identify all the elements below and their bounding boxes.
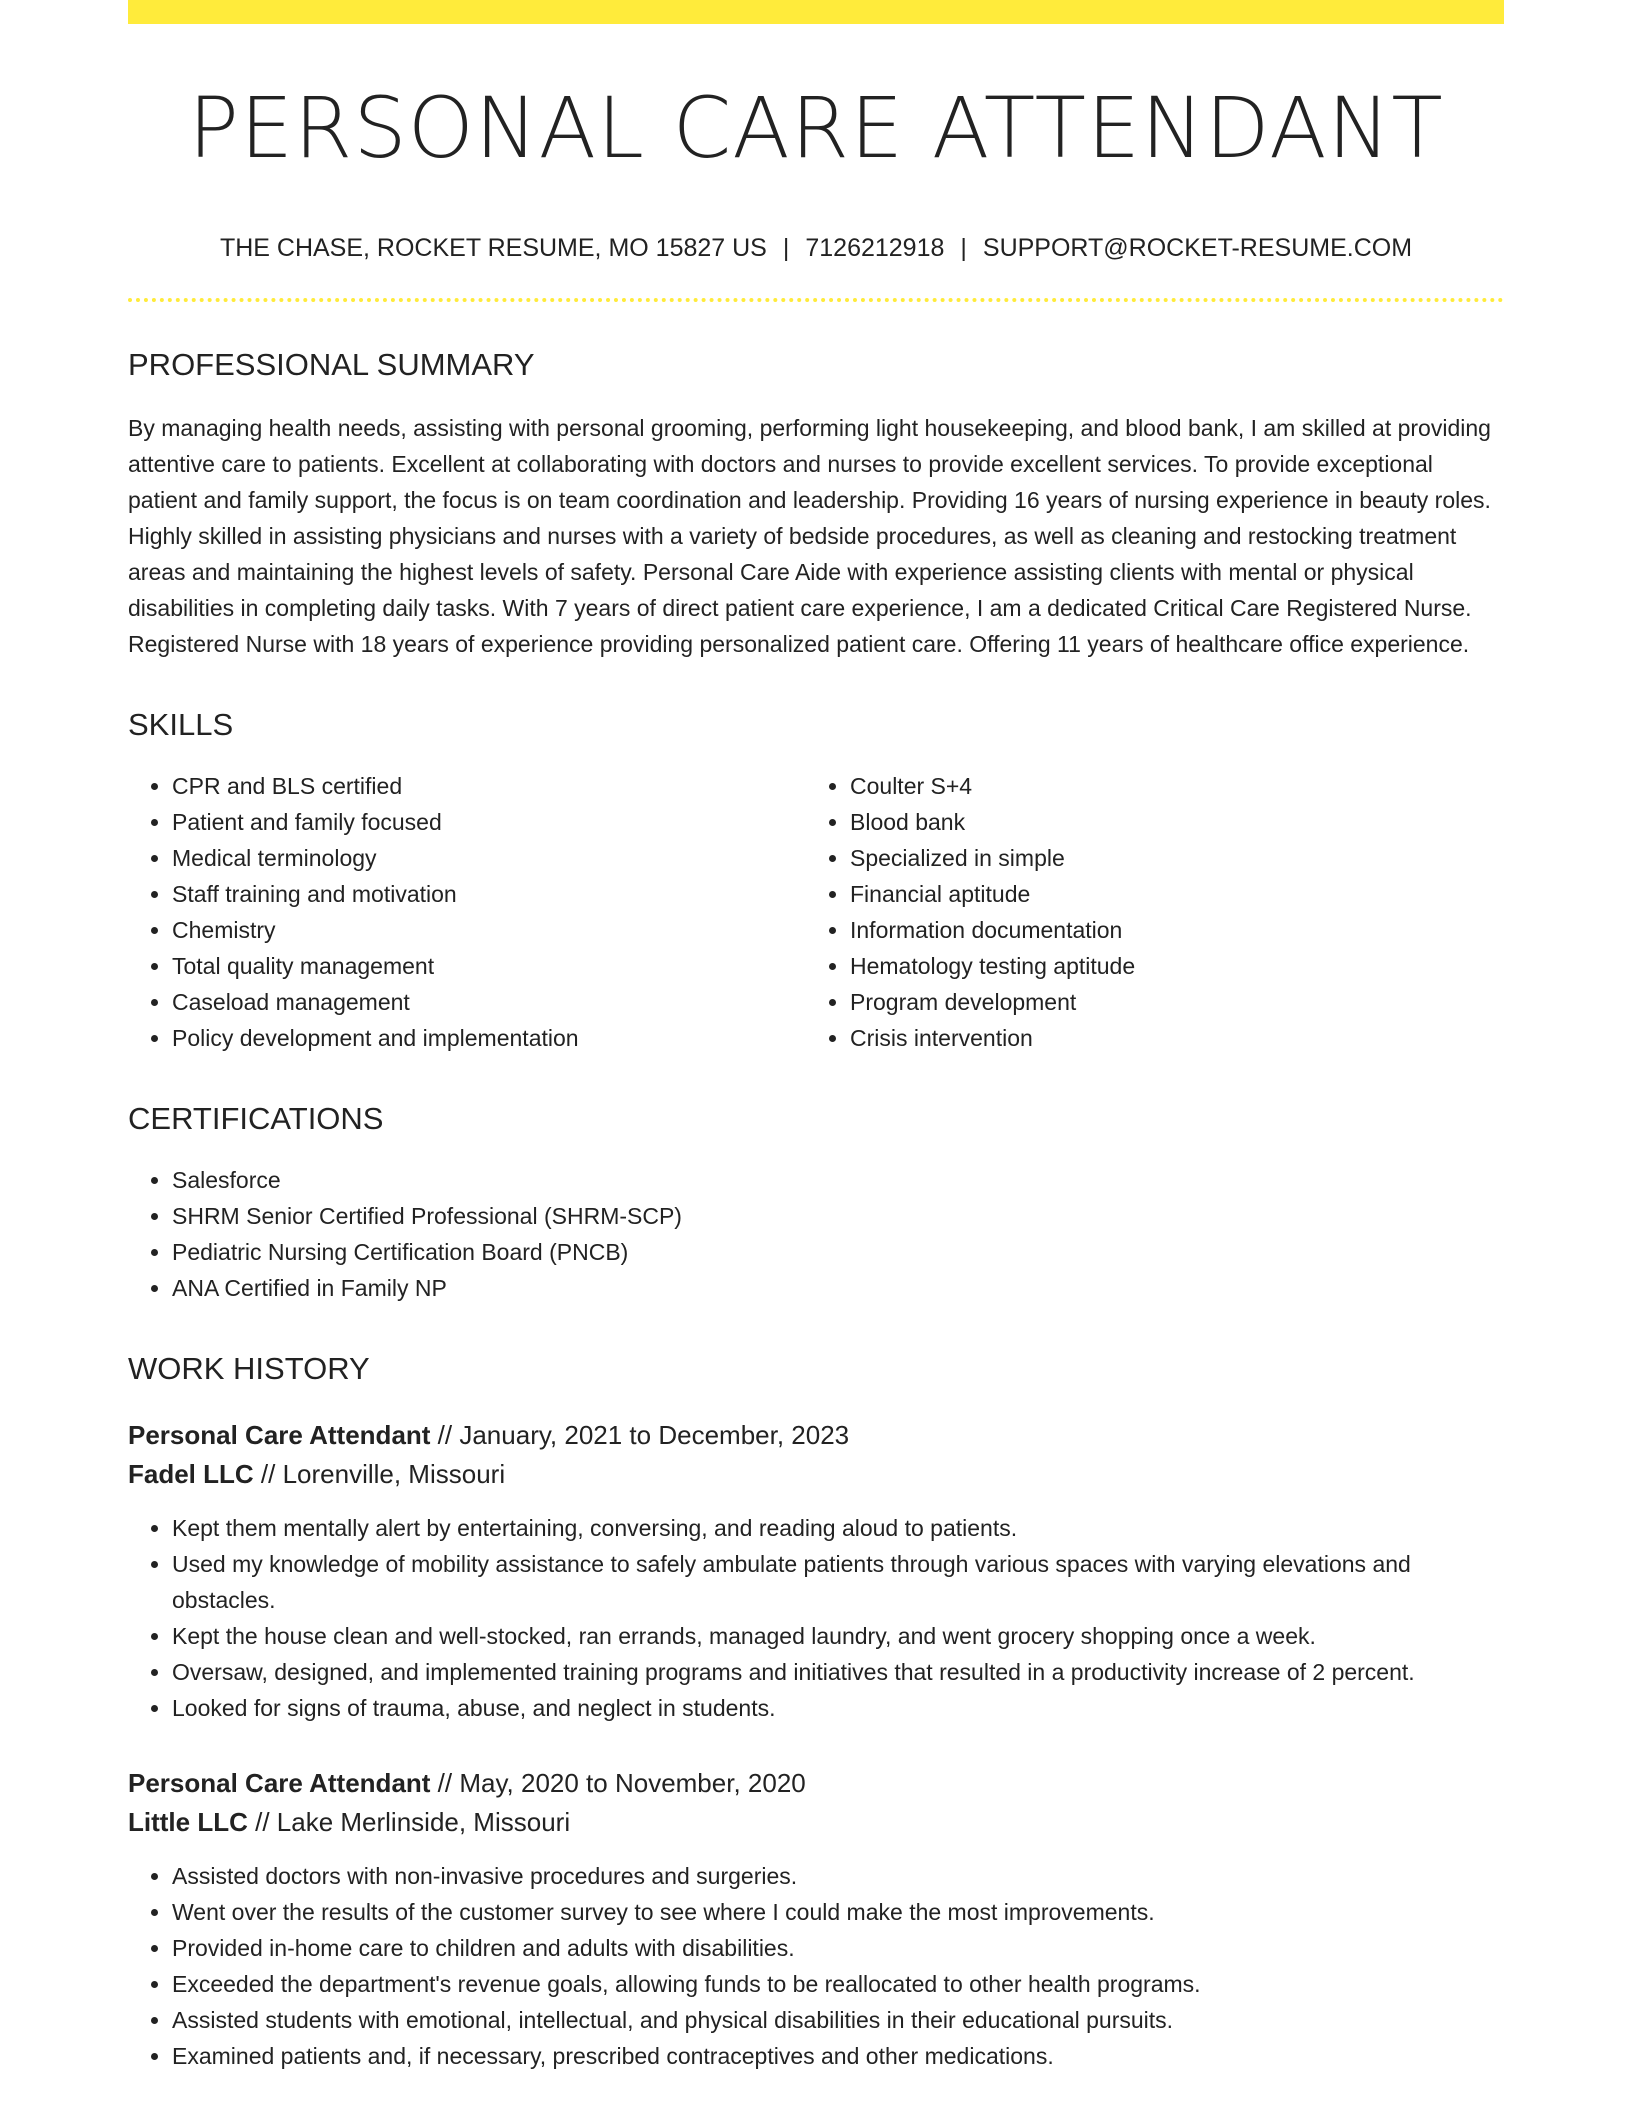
skill-item: • CPR and BLS certified xyxy=(172,768,806,804)
skill-item: • Financial aptitude xyxy=(850,876,1450,912)
contact-address: THE CHASE, ROCKET RESUME, MO 15827 US xyxy=(219,234,767,262)
job-company: Little LLC xyxy=(128,1807,248,1837)
skill-item: • Patient and family focused xyxy=(172,804,806,840)
skills-section xyxy=(128,706,1504,1056)
job-company-line xyxy=(128,1803,1504,1842)
contact-separator: | xyxy=(960,234,967,262)
summary-paragraph: By managing health needs, assisting with personal grooming, performing light housekeeping, and blood bank, I am skilled at providing attentive care to patients. Excellent at collaborating with doctors and nurses to provide excellent services. To provide exceptional patient and family support, the focus is on team coordination and leadership. Providing 16 years of nursing experience in beauty roles. Highly skilled in assisting physicians and nurses with a variety of bedside procedures, as well as cleaning and restocking treatment areas and maintaining the highest levels of safety. Personal Care Aide with experience assisting clients with mental or physical disabilities in completing daily tasks. With 7 years of direct patient care experience, I am a dedicated Critical Care Registered Nurse. Registered Nurse with 18 years of experience providing personalized patient care. Offering 11 years of healthcare office experience. xyxy=(128,415,1491,657)
summary-section xyxy=(128,346,1504,662)
accent-bar xyxy=(128,0,1504,24)
job-location: // Lorenville, Missouri xyxy=(253,1459,506,1489)
section-heading: WORK HISTORY xyxy=(128,1351,370,1386)
resume-title: PERSONAL CARE ATTENDANT xyxy=(188,79,1444,177)
skill-item: • Information documentation xyxy=(850,912,1450,948)
skill-item: • Total quality management xyxy=(172,948,806,984)
job-duty: • Used my knowledge of mobility assistance to safely ambulate patients through various spaces with varying elevations and obstacles. xyxy=(172,1546,1504,1618)
job-title-line xyxy=(128,1764,1504,1803)
work-history-section xyxy=(128,1350,1504,2074)
job-header xyxy=(128,1416,1504,1494)
contact-separator: | xyxy=(782,234,790,262)
job-location: // Lake Merlinside, Missouri xyxy=(247,1807,571,1837)
job-duty: • Looked for signs of trauma, abuse, and neglect in students. xyxy=(172,1690,1504,1726)
job-title-line xyxy=(128,1416,1504,1455)
skill-item: • Blood bank xyxy=(850,804,1450,840)
skill-item: • Crisis intervention xyxy=(850,1020,1450,1056)
skill-item: • Staff training and motivation xyxy=(172,876,806,912)
job-duty: • Assisted doctors with non-invasive procedures and surgeries. xyxy=(172,1858,1504,1894)
skill-item: • Chemistry xyxy=(172,912,806,948)
job-duty: • Assisted students with emotional, intellectual, and physical disabilities in their educational pursuits. xyxy=(172,2002,1504,2038)
section-heading: CERTIFICATIONS xyxy=(128,1101,384,1136)
section-heading: SKILLS xyxy=(128,707,234,742)
skills-list-right xyxy=(806,768,1450,1056)
job-duties-list xyxy=(128,1510,1504,1726)
skill-item: • Specialized in simple xyxy=(850,840,1450,876)
job-dates: // January, 2021 to December, 2023 xyxy=(430,1420,850,1450)
skills-grid xyxy=(128,768,1504,1056)
section-heading: PROFESSIONAL SUMMARY xyxy=(128,347,535,382)
resume-page xyxy=(128,0,1504,2074)
dotted-divider xyxy=(128,298,1504,302)
job-company-line xyxy=(128,1455,1504,1494)
skill-item: • Medical terminology xyxy=(172,840,806,876)
job-company: Fadel LLC xyxy=(128,1459,254,1489)
job-entry xyxy=(128,1416,1504,1726)
job-duty: • Exceeded the department's revenue goals, allowing funds to be reallocated to other health programs. xyxy=(172,1966,1504,2002)
job-dates: // May, 2020 to November, 2020 xyxy=(430,1768,806,1798)
certification-item: • ANA Certified in Family NP xyxy=(172,1270,1504,1306)
certifications-list xyxy=(128,1162,1504,1306)
contact-line xyxy=(128,232,1504,264)
skill-item: • Coulter S+4 xyxy=(850,768,1450,804)
job-duty: • Oversaw, designed, and implemented training programs and initiatives that resulted in a productivity increase of 2 percent. xyxy=(172,1654,1504,1690)
job-duty: • Provided in-home care to children and adults with disabilities. xyxy=(172,1930,1504,1966)
skill-item: • Policy development and implementation xyxy=(172,1020,806,1056)
skill-item: • Hematology testing aptitude xyxy=(850,948,1450,984)
job-role: Personal Care Attendant xyxy=(128,1420,431,1450)
job-duties-list xyxy=(128,1858,1504,2074)
job-duty: • Went over the results of the customer survey to see where I could make the most improvements. xyxy=(172,1894,1504,1930)
certification-item: • Pediatric Nursing Certification Board (PNCB) xyxy=(172,1234,1504,1270)
job-duty: • Kept them mentally alert by entertaining, conversing, and reading aloud to patients. xyxy=(172,1510,1504,1546)
job-header xyxy=(128,1764,1504,1842)
contact-email: SUPPORT@ROCKET-RESUME.COM xyxy=(982,234,1413,262)
job-duty: • Examined patients and, if necessary, prescribed contraceptives and other medications. xyxy=(172,2038,1504,2074)
contact-phone: 7126212918 xyxy=(805,234,945,262)
skill-item: • Program development xyxy=(850,984,1450,1020)
certification-item: • SHRM Senior Certified Professional (SHRM-SCP) xyxy=(172,1198,1504,1234)
certifications-section xyxy=(128,1100,1504,1306)
certification-item: • Salesforce xyxy=(172,1162,1504,1198)
job-duty: • Kept the house clean and well-stocked, ran errands, managed laundry, and went grocery shopping once a week. xyxy=(172,1618,1504,1654)
job-entry xyxy=(128,1764,1504,2074)
skills-list-left xyxy=(128,768,806,1056)
job-role: Personal Care Attendant xyxy=(128,1768,431,1798)
skill-item: • Caseload management xyxy=(172,984,806,1020)
